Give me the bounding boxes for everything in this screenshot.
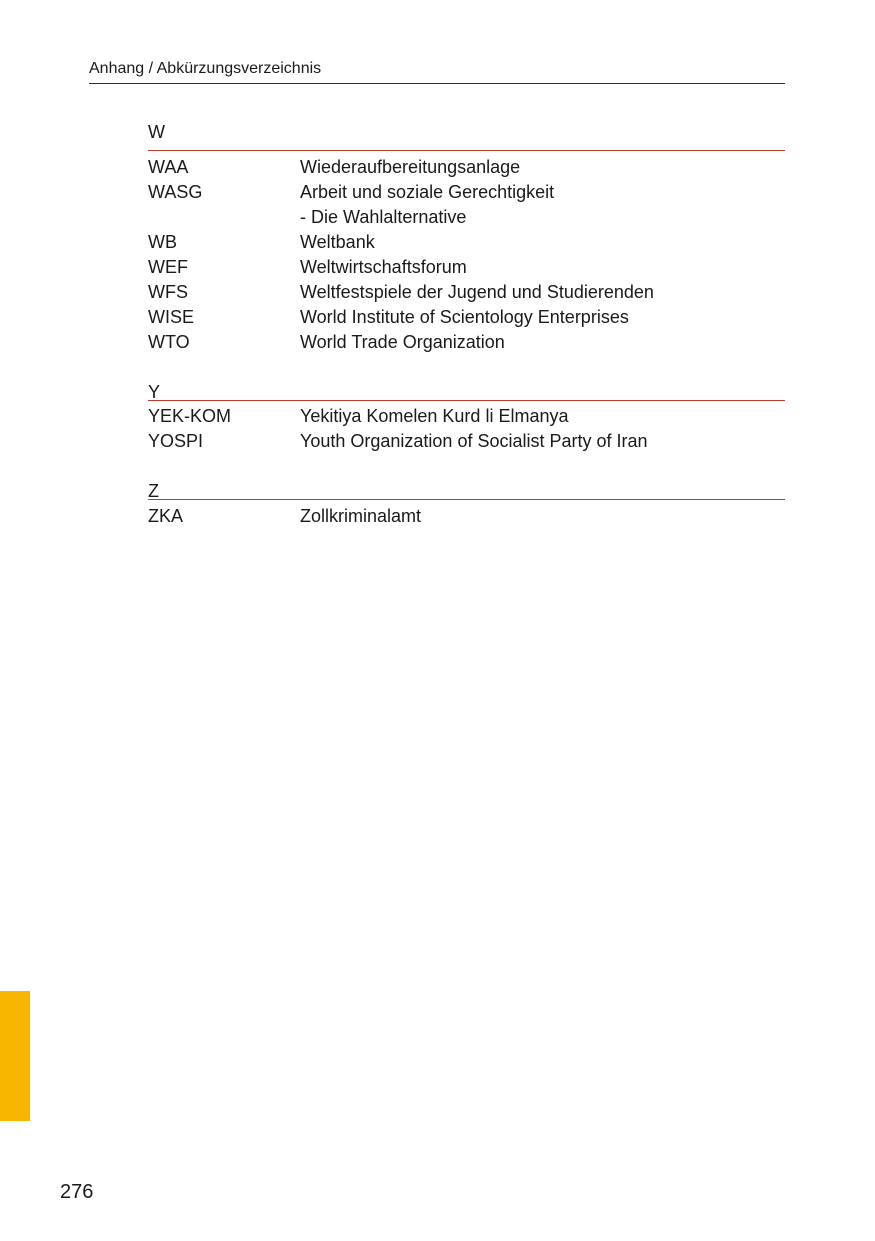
abbreviation: WEF bbox=[148, 257, 188, 277]
section-w bbox=[148, 121, 785, 352]
section-rule bbox=[148, 400, 785, 401]
expansion: Weltfestspiele der Jugend und Studierenden bbox=[300, 282, 654, 302]
abbreviation: YEK-KOM bbox=[148, 406, 232, 426]
abbreviation: WB bbox=[148, 232, 177, 252]
expansion: Weltwirtschaftsforum bbox=[300, 257, 467, 277]
list-item bbox=[148, 180, 785, 205]
list-item bbox=[148, 155, 785, 180]
running-header bbox=[89, 59, 785, 84]
abbreviation bbox=[148, 205, 300, 230]
section-letter: Z bbox=[148, 481, 159, 501]
expansion: Zollkriminalamt bbox=[300, 506, 422, 526]
section-letter: W bbox=[148, 122, 165, 142]
abbreviation: WFS bbox=[148, 282, 188, 302]
expansion: - Die Wahlalternative bbox=[300, 207, 467, 227]
running-header-title: Anhang / Abkürzungsverzeichnis bbox=[89, 60, 322, 77]
entry-list bbox=[148, 404, 785, 454]
list-item bbox=[148, 230, 785, 255]
expansion: World Trade Organization bbox=[300, 332, 505, 352]
list-item bbox=[148, 429, 785, 454]
list-item bbox=[148, 404, 785, 429]
abbreviation: ZKA bbox=[148, 506, 184, 526]
list-item bbox=[148, 205, 785, 230]
section-z bbox=[148, 480, 785, 526]
list-item bbox=[148, 330, 785, 355]
expansion: Yekitiya Komelen Kurd li Elmanya bbox=[300, 406, 569, 426]
list-item bbox=[148, 305, 785, 330]
expansion: World Institute of Scientology Enterprises bbox=[300, 307, 629, 327]
abbreviation: WASG bbox=[148, 182, 203, 202]
section-y bbox=[148, 381, 785, 451]
section-letter: Y bbox=[148, 382, 161, 402]
entry-list bbox=[148, 155, 785, 355]
chapter-tab-marker bbox=[0, 991, 30, 1121]
abbreviation: WISE bbox=[148, 307, 195, 327]
expansion: Weltbank bbox=[300, 232, 375, 252]
list-item bbox=[148, 280, 785, 305]
expansion: Youth Organization of Socialist Party of Iran bbox=[300, 431, 648, 451]
list-item bbox=[148, 504, 785, 529]
page-number: 276 bbox=[60, 1181, 94, 1203]
abbreviation: WAA bbox=[148, 157, 189, 177]
list-item bbox=[148, 255, 785, 280]
abbreviation: YOSPI bbox=[148, 431, 204, 451]
abbreviation: WTO bbox=[148, 332, 190, 352]
expansion: Arbeit und soziale Gerechtigkeit bbox=[300, 182, 555, 202]
section-rule bbox=[148, 499, 785, 500]
entry-list bbox=[148, 504, 785, 529]
section-rule bbox=[148, 150, 785, 151]
expansion: Wiederaufbereitungsanlage bbox=[300, 157, 521, 177]
